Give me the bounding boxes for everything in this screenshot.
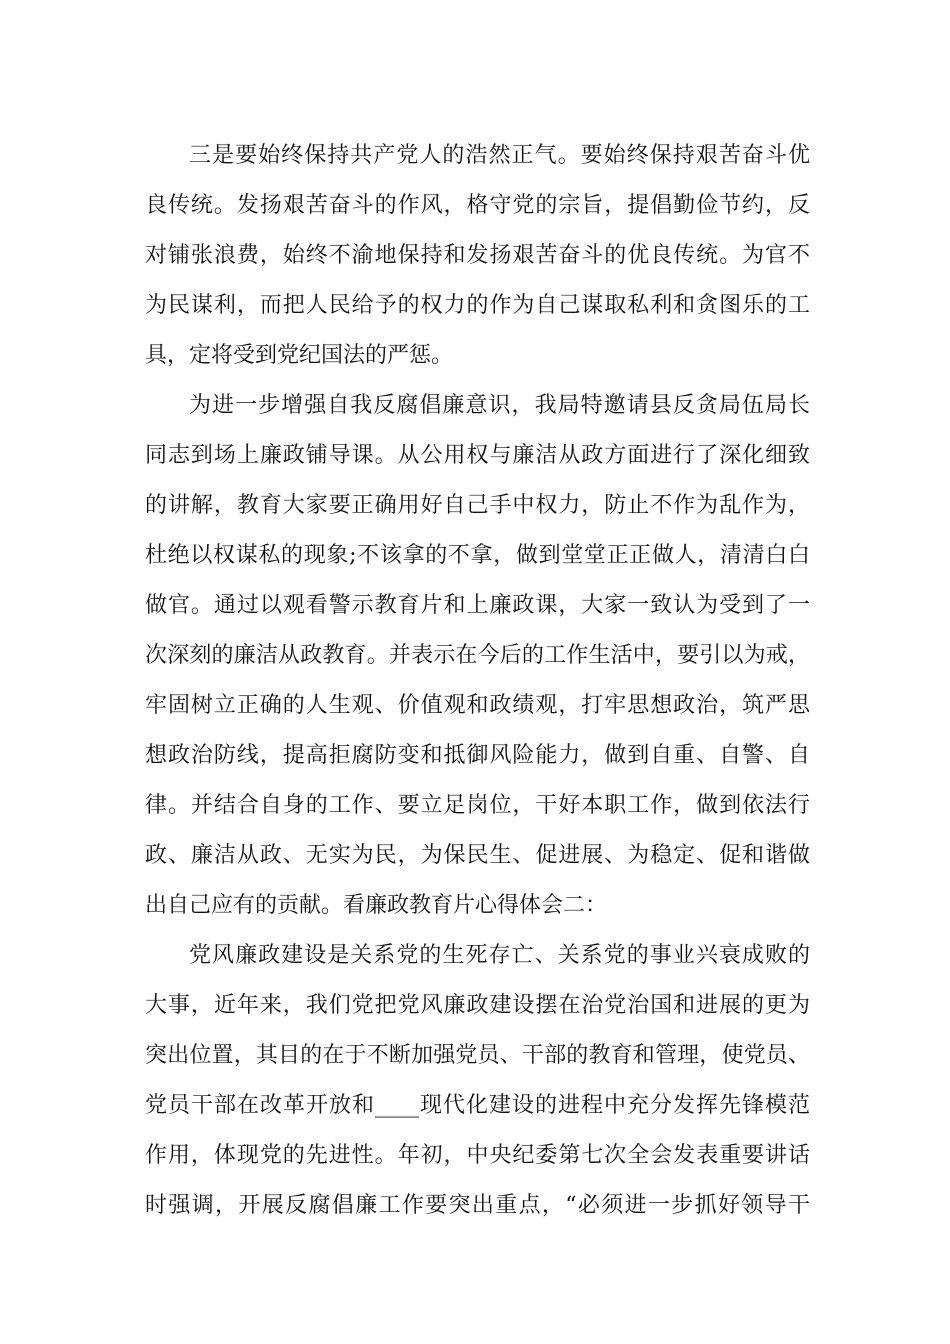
text-line: 杜绝以权谋私的现象;不该拿的不拿，做到堂堂正正做人，清清白白	[145, 543, 810, 568]
text-line: 对铺张浪费，始终不渝地保持和发扬艰苦奋斗的优良传统。为官不	[145, 243, 810, 268]
text-line: 做官。通过以观看警示教育片和上廉政课，大家一致认为受到了一	[145, 593, 810, 618]
text-line: 具，定将受到党纪国法的严惩。	[145, 343, 454, 368]
text-line: 出自己应有的贡献。看廉政教育片心得体会二：	[145, 893, 608, 918]
text-line: 律。并结合自身的工作、要立足岗位，干好本职工作，做到依法行	[145, 793, 810, 818]
text-line: 为进一步增强自我反腐倡廉意识，我局特邀请县反贪局伍局长	[189, 393, 810, 418]
text-line: 良传统。发扬艰苦奋斗的作风，格守党的宗旨，提倡勤俭节约，反	[145, 193, 810, 218]
text-line: 的讲解，教育大家要正确用好自己手中权力，防止不作为乱作为，	[145, 493, 810, 518]
text-line: 为民谋利，而把人民给予的权力的作为自己谋取私利和贪图乐的工	[145, 293, 810, 318]
text-line: 作用，体现党的先进性。年初，中央纪委第七次全会发表重要讲话	[145, 1143, 810, 1168]
paragraph-1	[145, 131, 810, 381]
text-line: 政、廉洁从政、无实为民，为保民生、促进展、为稳定、促和谐做	[145, 843, 810, 868]
text-line: 突出位置，其目的在于不断加强党员、干部的教育和管理，使党员、	[145, 1043, 810, 1068]
paragraph-2	[145, 381, 810, 931]
text-line: 时强调，开展反腐倡廉工作要突出重点，“必须进一步抓好领导干	[145, 1193, 810, 1218]
text-line: 党风廉政建设是关系党的生死存亡、关系党的事业兴衰成败的	[189, 943, 810, 968]
document-body	[145, 131, 810, 1231]
text-line: 同志到场上廉政铺导课。从公用权与廉洁从政方面进行了深化细致	[145, 443, 810, 468]
text-line: 想政治防线，提高拒腐防变和抵御风险能力，做到自重、自警、自	[145, 743, 810, 768]
text-line: 大事，近年来，我们党把党风廉政建设摆在治党治国和进展的更为	[145, 993, 810, 1018]
text-line: 次深刻的廉洁从政教育。并表示在今后的工作生活中，要引以为戒，	[145, 643, 810, 668]
paragraph-3	[145, 931, 810, 1231]
text-line: 三是要始终保持共产党人的浩然正气。要始终保持艰苦奋斗优	[189, 143, 810, 168]
text-line: 牢固树立正确的人生观、价值观和政绩观，打牢思想政治，筑严思	[145, 693, 810, 718]
text-line: 党员干部在改革开放和____现代化建设的进程中充分发挥先锋模范	[145, 1093, 810, 1118]
